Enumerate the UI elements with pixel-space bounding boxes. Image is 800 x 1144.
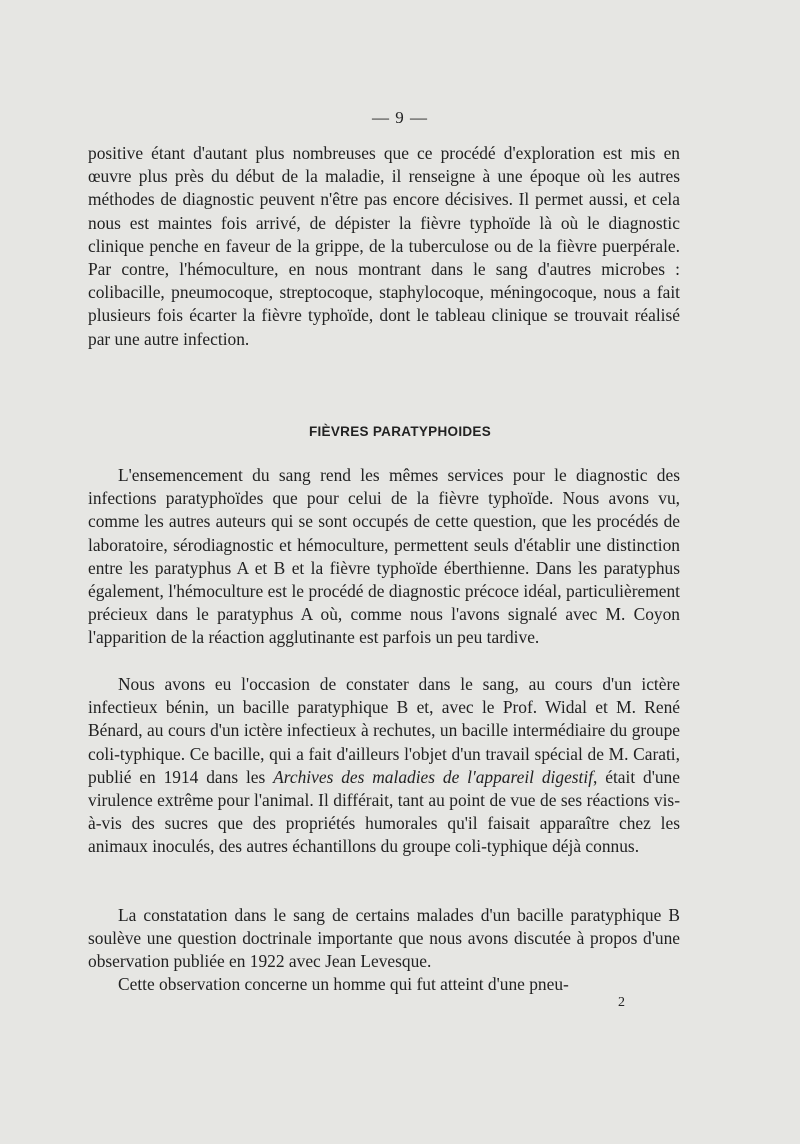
section-heading: FIÈVRES PARATYPHOIDES bbox=[308, 424, 492, 439]
paragraph-hemoculture-conclusion: positive étant d'autant plus nombreuses que ce procédé d'exploration est mis en œuvre plus près du début de la maladie, il renseigne à une époque où les autres méthodes de diagnostic peuvent n'être pas encore décisives. Il permet aussi, et cela nous est maintes fois arrivé, de dépister la fièvre typhoïde là où le diagnostic clinique penche en faveur de la grippe, de la tuberculose ou de la fièvre puerpérale. Par contre, l'hémoculture, en nous montrant dans le sang d'autres microbes : colibacille, pneumocoque, streptocoque, staphylocoque, méningocoque, nous a fait plusieurs fois écarter la fièvre typhoïde, dont le tableau clinique se trouvait réalisé par une autre infection. bbox=[88, 143, 680, 349]
paragraph-text: Nous avons eu l'occasion de constater dans le sang, au cours d'un ictère infectieux bénin, un bacille paratyphique B et, avec le Prof. Widal et M. René Bénard, au cours d'un ictère infectieux à rechutes, un bacille intermédiaire du groupe coli-typhique. Ce bacille, qui a fait d'ailleurs l'objet d'un travail spécial de M. Carati, publié en 1914 dans les bbox=[88, 674, 680, 787]
journal-title: Archives des maladies de l'appareil digestif bbox=[273, 766, 594, 787]
signature-mark: 2 bbox=[618, 995, 625, 1010]
paragraph-doctrinal-question: La constatation dans le sang de certains malades d'un bacille paratyphique B soulève une question doctrinale importante que nous avons discutée à propos d'une observation publiée en 1922 avec Jean Levesque. bbox=[88, 905, 680, 972]
paragraph-bacillus-observation bbox=[88, 673, 680, 859]
paragraph-paratyphoid-diagnosis: L'ensemencement du sang rend les mêmes services pour le diagnostic des infections paratyphoïdes que pour celui de la fièvre typhoïde. Nous avons vu, comme les autres auteurs qui se sont occupés de cette question, que les procédés de laboratoire, sérodiagnostic et hémoculture, permettent seuls d'établir une distinction entre les paratyphus A et B et la fièvre typhoïde éberthienne. Dans les paratyphus également, l'hémoculture est le procédé de diagnostic précoce idéal, particulièrement précieux dans le paratyphus A où, comme nous l'avons signalé avec M. Coyon l'apparition de la réaction agglutinante est parfois un peu tardive. bbox=[88, 465, 680, 648]
paragraph-observation-start: Cette observation concerne un homme qui fut atteint d'une pneu- bbox=[118, 974, 569, 994]
paragraph-text: , était d'une virulence extrême pour l'animal. Il différait, tant au point de vue de ses réactions vis-à-vis des sucres que des propriétés humorales qu'il faisait apparaître chez les animaux inoculés, des autres échantillons du groupe coli-typhique déjà connus. bbox=[88, 766, 680, 857]
page-number: — 9 — bbox=[372, 108, 428, 127]
